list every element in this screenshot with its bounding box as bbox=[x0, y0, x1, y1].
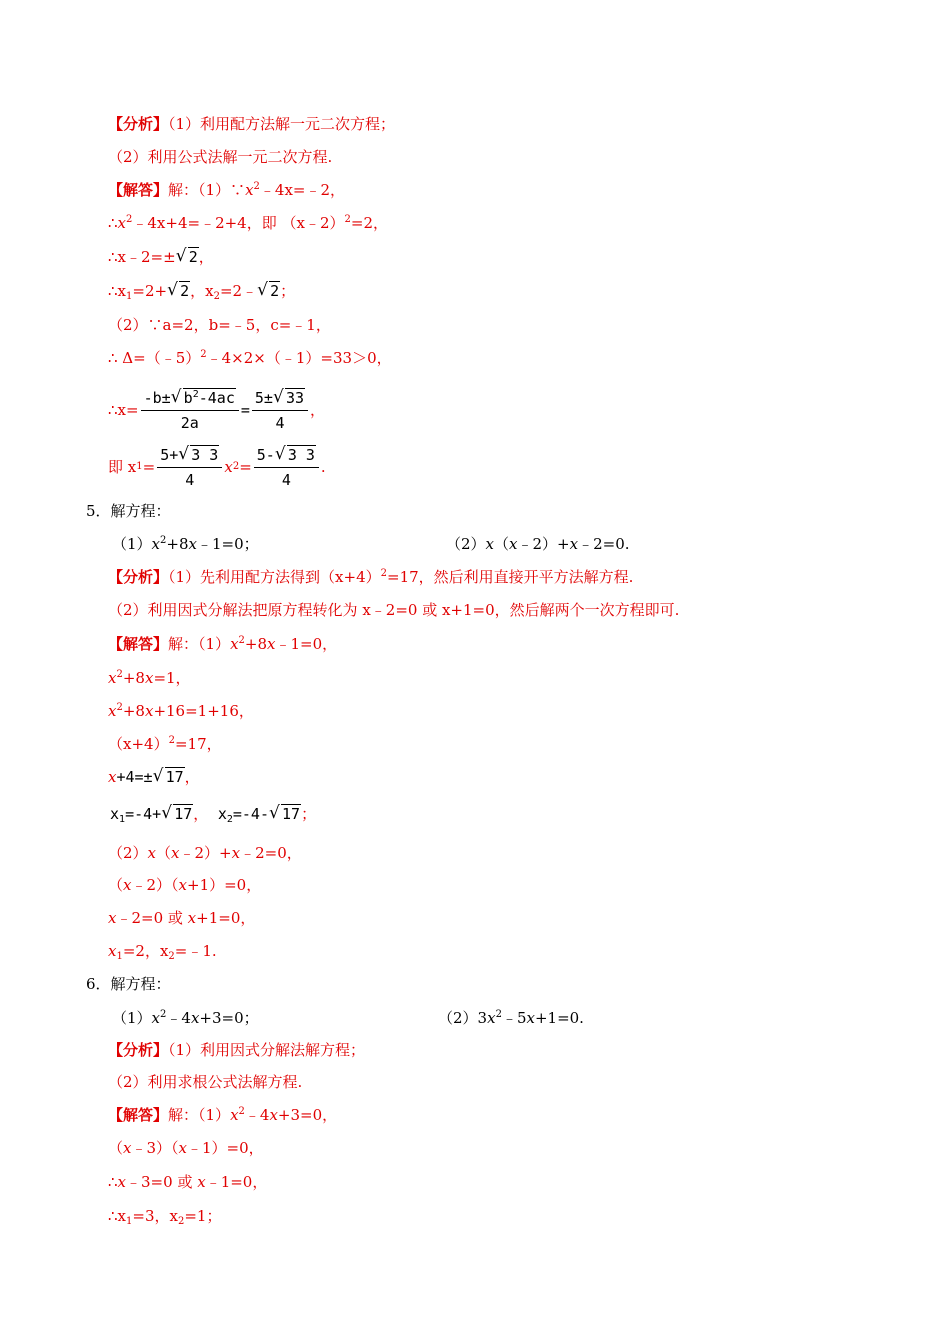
q5-step-2: $x^2+8x+16=1+16$， bbox=[108, 702, 254, 720]
sqrt-2: √ 2 bbox=[257, 281, 280, 301]
root1-fraction: $\frac{5+√ 3 3}{4}$ bbox=[157, 445, 222, 490]
answer-line-4: $\therefore x_1=2+√$ 2，$x_2=2﹣√$ 2； bbox=[108, 281, 295, 301]
result-fraction: $\frac{5\pm√ 33}{4}$ bbox=[252, 388, 308, 433]
q5-step-4: x+4=±√ 17， bbox=[108, 767, 200, 787]
question-5-part-2: （2）x（x﹣2）+x﹣2=0. bbox=[446, 535, 630, 553]
sqrt-2: √ 2 bbox=[176, 247, 199, 267]
q6-step-1: （x﹣3）（x﹣1）=0， bbox=[108, 1139, 264, 1157]
answer-line-6: ∴ Δ=（﹣5）$^2$﹣4×2×（﹣1）=33＞0， bbox=[108, 349, 392, 367]
answer-line-2: $\therefore x^2﹣4x+4=﹣2+4$，即 （x﹣2）$^2$=2， bbox=[108, 214, 389, 232]
answer-tag: 【解答】 bbox=[108, 181, 169, 199]
answer-line-final: 即 x 1 = $\frac{5+√ 3 3}{4}$ x 2 = $\frac{5-√ 3 3}{4}$ . bbox=[108, 443, 326, 491]
q5-step-5: $x_1=-4+√$ 17， $x_2=-4-√$ 17； bbox=[110, 804, 316, 824]
question-6-part-2: $(2)3x^2﹣5x+1=0$. bbox=[438, 1009, 584, 1027]
question-6-part-1: $(1)x^2﹣4x+3=0$； bbox=[112, 1009, 259, 1027]
q5-answer-1: 【解答】解：$(1)x^2+8x﹣1=0$， bbox=[108, 635, 338, 653]
root2-fraction: $\frac{5-√ 3 3}{4}$ bbox=[254, 445, 319, 490]
q5-step-8: x﹣2=0 或 x+1=0， bbox=[108, 909, 256, 927]
quadratic-formula-fraction: $\frac{-b\pm√ b^2-4ac}{2a}$ bbox=[141, 388, 239, 433]
q5-analysis-1: 【分析】（1）先利用配方法得到$(x+4)^2=17$，然后利用直接开平方法解方程. bbox=[108, 568, 634, 586]
q5-step-1: $x^2+8x=1$， bbox=[108, 669, 191, 687]
question-6-title: 6．解方程： bbox=[86, 975, 171, 993]
q6-answer-1: 【解答】解：$(1)x^2﹣4x+3=0$， bbox=[108, 1106, 338, 1124]
q5-step-7: （x﹣2）（x+1）=0， bbox=[108, 876, 262, 894]
analysis-line-1: 【分析】（1）利用配方法解一元二次方程； bbox=[108, 115, 396, 133]
q6-analysis-1: 【分析】（1）利用因式分解法解方程； bbox=[108, 1041, 366, 1059]
q5-step-3: $(x+4)^2=17$， bbox=[108, 735, 222, 753]
question-5-part-1: $(1)x^2+8x﹣1=0$； bbox=[112, 535, 259, 553]
analysis-line-2: （2）利用公式法解一元二次方程. bbox=[108, 148, 333, 166]
analysis-tag: 【分析】 bbox=[108, 115, 169, 133]
q5-step-6: （2）x（x﹣2）+x﹣2=0， bbox=[108, 844, 302, 862]
q5-step-9: $x_1=2$，$x_2=﹣1$. bbox=[108, 942, 217, 962]
q6-step-2: ∴x﹣3=0 或 x﹣1=0， bbox=[108, 1173, 268, 1191]
answer-line-3: ∴x﹣2=±√ 2， bbox=[108, 247, 214, 267]
question-5-title: 5．解方程： bbox=[86, 502, 171, 520]
q6-step-3: $\therefore x_1=3$，$x_2=1$； bbox=[108, 1207, 222, 1227]
q5-analysis-2: （2）利用因式分解法把原方程转化为 x﹣2=0 或 x+1=0，然后解两个一次方程即可. bbox=[108, 601, 680, 619]
answer-line-5: （2）∵a=2，b=﹣5，c=﹣1， bbox=[108, 316, 331, 334]
answer-line-1: 【解答】解：$(1)\because x^2﹣4x=﹣2$， bbox=[108, 181, 346, 199]
sqrt-2: √ 2 bbox=[167, 281, 190, 301]
answer-line-formula: ∴x= $\frac{-b\pm√ b^2-4ac}{2a}$ = $\frac{5\pm√ 33}{4}$ ， bbox=[108, 386, 325, 434]
q6-analysis-2: （2）利用求根公式法解方程. bbox=[108, 1073, 303, 1091]
